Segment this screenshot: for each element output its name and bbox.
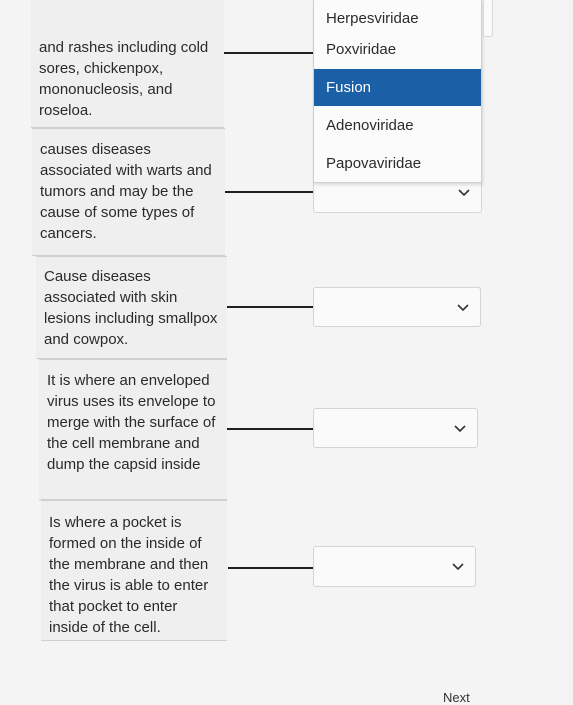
next-button[interactable]: Next bbox=[443, 690, 470, 705]
menu-option-adenoviridae[interactable]: Adenoviridae bbox=[326, 117, 414, 134]
description-cell-4 bbox=[39, 359, 227, 500]
description-text-1: and rashes including cold sores, chickenpox, mononucleosis, and roseloa. bbox=[39, 39, 209, 119]
description-cell-3 bbox=[36, 256, 227, 359]
connector-line-4 bbox=[227, 428, 313, 430]
description-text-5: Is where a pocket is formed on the inside of the membrane and then the virus is able to enter that pocket to enter inside of the cell. bbox=[49, 514, 209, 636]
answer-dropdown-5[interactable] bbox=[313, 546, 476, 587]
description-cell-5 bbox=[41, 500, 227, 641]
menu-option-poxviridae[interactable]: Poxviridae bbox=[326, 41, 397, 58]
description-text-2: causes diseases associated with warts and tumors and may be the cause of some types of cancers. bbox=[40, 141, 212, 242]
answer-dropdown-3[interactable] bbox=[313, 287, 481, 327]
menu-option-fusion[interactable]: Fusion bbox=[314, 69, 481, 106]
menu-edge bbox=[483, 0, 493, 37]
chevron-down-icon bbox=[457, 188, 471, 198]
description-text-3: Cause diseases associated with skin lesions including smallpox and cowpox. bbox=[44, 268, 218, 348]
connector-line-3 bbox=[227, 306, 313, 308]
answer-dropdown-4[interactable] bbox=[313, 408, 478, 448]
chevron-down-icon bbox=[456, 303, 470, 313]
menu-option-herpesviridae[interactable]: Herpesviridae bbox=[326, 10, 419, 27]
description-cell-1 bbox=[31, 0, 224, 128]
description-cell-2 bbox=[32, 128, 225, 256]
chevron-down-icon bbox=[451, 562, 465, 572]
answer-dropdown-1-menu[interactable] bbox=[313, 0, 482, 183]
menu-option-papovaviridae[interactable]: Papovaviridae bbox=[326, 155, 422, 172]
connector-line-1 bbox=[224, 52, 314, 54]
connector-line-5 bbox=[228, 567, 313, 569]
connector-line-2 bbox=[225, 191, 313, 193]
chevron-down-icon bbox=[453, 424, 467, 434]
description-text-4: It is where an enveloped virus uses its envelope to merge with the surface of the cell membrane and dump the capsid inside bbox=[47, 372, 216, 473]
